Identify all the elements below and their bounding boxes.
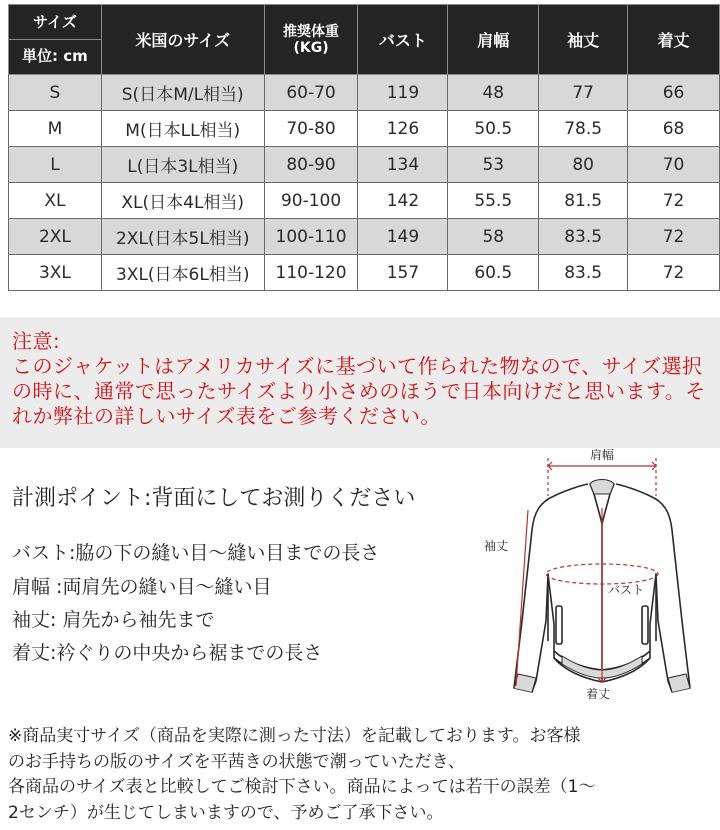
cell-bust: 119 (358, 75, 448, 111)
cell-sleeve: 80 (539, 147, 628, 183)
measure-sleeve-line: 袖丈: 肩先から袖先まで (12, 609, 215, 631)
footer-line: 2センチ）が生じてしまいますので、予めご了承下さい。 (8, 802, 444, 823)
table-row (9, 255, 720, 291)
cell-sleeve: 83.5 (539, 219, 628, 255)
cell-shoulder: 53 (448, 147, 539, 183)
cell-length: 72 (628, 255, 720, 291)
diagram-bust-label: バスト (608, 583, 645, 597)
table-row (9, 75, 720, 111)
footer-line: ※商品実寸サイズ（商品を実際に測った寸法）を記載しております。お客様 (8, 726, 581, 746)
cell-weight: 70-80 (264, 111, 358, 147)
measure-title: 計測ポイント:背面にしてお測りください (12, 486, 416, 511)
notice-text (12, 329, 718, 429)
header-weight (264, 5, 358, 75)
cell-jp-size: M(日本LL相当) (101, 111, 264, 147)
cell-sleeve: 81.5 (539, 183, 628, 219)
table-row (9, 183, 720, 219)
header-shoulder: 肩幅 (448, 5, 539, 75)
cell-shoulder: 58 (448, 219, 539, 255)
cell-sleeve: 78.5 (539, 111, 628, 147)
cell-size: 3XL (9, 255, 102, 291)
header-bust: バスト (358, 5, 448, 75)
cell-shoulder: 48 (448, 75, 539, 111)
cell-bust: 142 (358, 183, 448, 219)
footer-line: のお手持ちの版のサイズを平茜きの状態で潮っていただき、 (8, 751, 465, 772)
jacket-diagram (482, 446, 720, 714)
header-divider (9, 39, 101, 40)
cell-length: 72 (628, 219, 720, 255)
header-weight-label: 推奨体重 (283, 23, 340, 40)
cell-length: 70 (628, 147, 720, 183)
measure-shoulder-line: 肩幅 :両肩先の縫い目〜縫い目 (12, 576, 272, 598)
cell-shoulder: 60.5 (448, 255, 539, 291)
table-header-row (9, 5, 720, 75)
cell-jp-size: XL(日本4L相当) (101, 183, 264, 219)
header-us-size: 米国のサイズ (101, 5, 264, 75)
cell-jp-size: S(日本M/L相当) (101, 75, 264, 111)
cell-size: S (9, 75, 102, 111)
cell-jp-size: L(日本3L相当) (101, 147, 264, 183)
cell-bust: 157 (358, 255, 448, 291)
cell-jp-size: 3XL(日本6L相当) (101, 255, 264, 291)
header-unit: 単位: cm (22, 47, 88, 65)
notice-title: 注意: (12, 329, 61, 353)
diagram-sleeve-label: 袖丈 (484, 539, 509, 553)
header-weight-unit: (KG) (293, 39, 329, 56)
footer-line: 各商品のサイズ表と比較してご検討下さい。商品によっては若干の誤差（1〜 (8, 777, 596, 797)
cell-bust: 149 (358, 219, 448, 255)
cell-shoulder: 55.5 (448, 183, 539, 219)
table-row (9, 147, 720, 183)
cell-size: XL (9, 183, 102, 219)
footer-note (8, 724, 720, 826)
size-table (8, 4, 720, 291)
cell-bust: 126 (358, 111, 448, 147)
cell-size: M (9, 111, 102, 147)
notice-box (0, 317, 720, 448)
cell-weight: 110-120 (264, 255, 358, 291)
cell-weight: 60-70 (264, 75, 358, 111)
cell-shoulder: 50.5 (448, 111, 539, 147)
cell-bust: 134 (358, 147, 448, 183)
header-size: サイズ (33, 13, 77, 31)
cell-weight: 80-90 (264, 147, 358, 183)
cell-length: 68 (628, 111, 720, 147)
table-row (9, 111, 720, 147)
header-size-cell (9, 5, 102, 75)
cell-length: 66 (628, 75, 720, 111)
cell-length: 72 (628, 183, 720, 219)
cell-jp-size: 2XL(日本5L相当) (101, 219, 264, 255)
cell-size: L (9, 147, 102, 183)
measure-lines-icon (516, 458, 658, 686)
diagram-shoulder-label: 肩幅 (589, 448, 615, 462)
cell-size: 2XL (9, 219, 102, 255)
header-length: 着丈 (628, 5, 720, 75)
header-sleeve: 袖丈 (539, 5, 628, 75)
cell-weight: 90-100 (264, 183, 358, 219)
diagram-length-label: 着丈 (586, 687, 611, 701)
cell-sleeve: 83.5 (539, 255, 628, 291)
notice-body: このジャケットはアメリカサイズに基づいて作られた物なので、サイズ選択の時に、通常で思ったサイズより小さめのほうで日本向けだと思います。それか弊社の詳しいサイズ表をご参考ください。 (12, 354, 706, 428)
measure-length-line: 着丈:衿ぐりの中央から裾までの長さ (12, 642, 323, 664)
measure-bust-line: バスト:脇の下の縫い目〜縫い目までの長さ (12, 542, 380, 564)
cell-weight: 100-110 (264, 219, 358, 255)
cell-sleeve: 77 (539, 75, 628, 111)
table-row (9, 219, 720, 255)
